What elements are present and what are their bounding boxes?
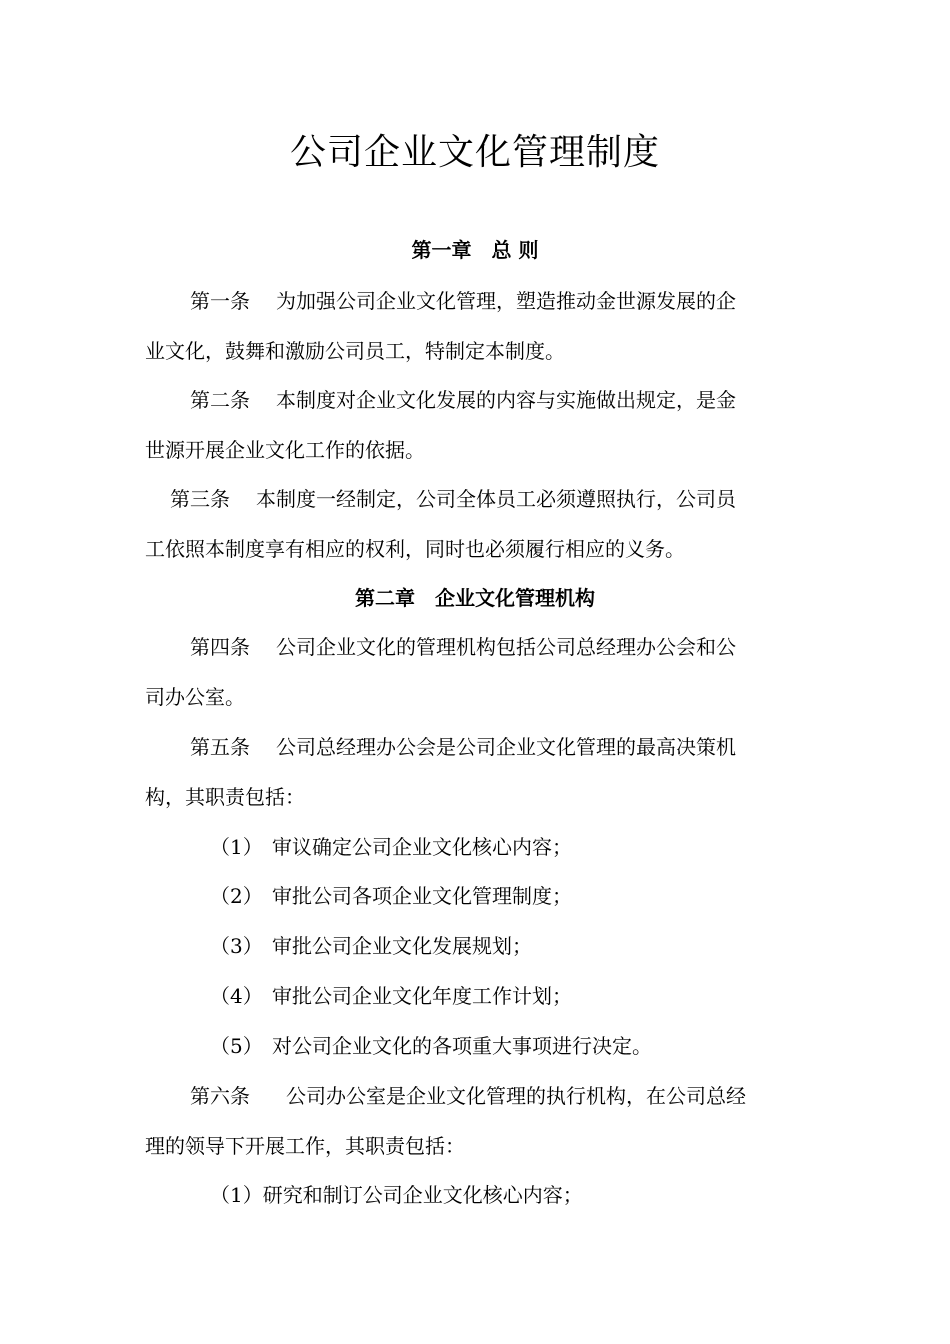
list-item-text: 对公司企业文化的各项重大事项进行决定。: [272, 1034, 652, 1058]
article-2-text: 本制度对企业文化发展的内容与实施做出规定，是金: [276, 388, 736, 412]
list-item: （1）研究和制订公司企业文化核心内容；: [210, 1183, 583, 1207]
article-4-line-2: 司办公室。: [145, 685, 245, 709]
article-4-text: 公司企业文化的管理机构包括公司总经理办公会和公: [276, 635, 736, 659]
list-item-text: 审批公司企业文化年度工作计划；: [272, 984, 572, 1008]
list-item: [210, 881, 572, 911]
article-6-line-2: 理的领导下开展工作，其职责包括：: [145, 1134, 465, 1158]
list-item: [210, 981, 572, 1011]
article-2-line-1: [190, 385, 736, 415]
article-6-text: 公司办公室是企业文化管理的执行机构，在公司总经: [286, 1084, 746, 1108]
list-item-number: （3）: [210, 934, 263, 958]
article-2-label: 第二条: [190, 388, 250, 412]
list-item-text: 审批公司各项企业文化管理制度；: [272, 884, 572, 908]
list-item: [210, 931, 532, 961]
list-item: [210, 832, 572, 862]
article-1-text: 为加强公司企业文化管理，塑造推动金世源发展的企: [276, 289, 736, 313]
article-4-line-1: [190, 632, 736, 662]
document-title: 公司企业文化管理制度: [289, 132, 660, 173]
article-3-text: 本制度一经制定，公司全体员工必须遵照执行，公司员: [256, 487, 736, 511]
article-2-line-2: 世源开展企业文化工作的依据。: [145, 438, 425, 462]
article-1-label: 第一条: [190, 289, 250, 313]
article-5-line-1: [190, 732, 736, 762]
list-item-number: （2）: [210, 884, 263, 908]
list-item-text: 审批公司企业文化发展规划；: [272, 934, 532, 958]
article-3-line-1: [170, 484, 736, 514]
list-item: [210, 1031, 652, 1061]
list-item-text: 审议确定公司企业文化核心内容；: [272, 835, 572, 859]
article-5-text: 公司总经理办公会是公司企业文化管理的最高决策机: [276, 735, 736, 759]
article-1-line-2: 业文化，鼓舞和激励公司员工，特制定本制度。: [145, 339, 565, 363]
article-5-label: 第五条: [190, 735, 250, 759]
article-6-line-1: [190, 1081, 746, 1111]
article-6-label: 第六条: [190, 1084, 250, 1108]
list-item-number: （5）: [210, 1034, 263, 1058]
article-1-line-1: [190, 286, 736, 316]
article-4-label: 第四条: [190, 635, 250, 659]
chapter-2-heading: 第二章 企业文化管理机构: [355, 586, 595, 610]
list-item-number: （1）: [210, 835, 263, 859]
list-item-number: （4）: [210, 984, 263, 1008]
article-5-line-2: 构，其职责包括：: [145, 785, 305, 809]
chapter-1-heading: 第一章 总 则: [411, 238, 539, 262]
article-3-line-2: 工依照本制度享有相应的权利，同时也必须履行相应的义务。: [145, 537, 685, 561]
article-3-label: 第三条: [170, 487, 230, 511]
